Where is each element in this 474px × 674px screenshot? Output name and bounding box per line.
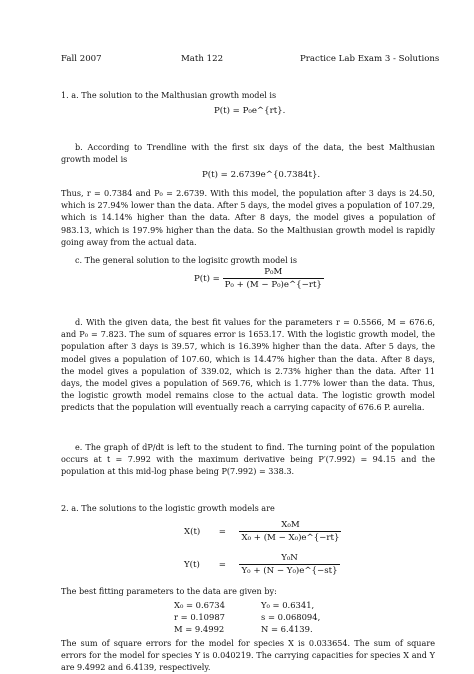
q2-y-denominator: Y₀ + (N − Y₀)e^{−st} [241,566,338,576]
q1c-equation-lhs: P(t) = [194,274,220,284]
parameter-row [174,624,320,636]
parameter-x0: X₀ = 0.6734 [174,600,225,610]
q1c-fraction [223,267,324,290]
q1b-equation: P(t) = 2.6739e^{0.7384t}. [202,170,321,180]
q1c-equation [194,267,324,290]
q1a-equation: P(t) = P₀e^{rt}. [214,106,286,116]
q1b-text: b. According to Trendline with the first six days of the data, the best Malthusian growth model is [61,142,435,165]
q1c-text: c. The general solution to the logisitc growth model is [75,255,297,265]
parameter-row [174,612,320,624]
parameter-s: s = 0.068094, [260,612,321,622]
parameter-n: N = 6.4139. [260,624,313,634]
q1e-text: e. The graph of dP/dt is left to the student to find. The turning point of the population occurs at t = 7.992 with the maximum derivative being P′(7.992) = 94.15 and the population at this mid-log phase being P(7.992) = 338.3. [61,442,435,477]
header-title: Practice Lab Exam 3 - Solutions [300,54,440,64]
q2-x-numerator: X₀M [239,520,341,532]
q2-equation-y [184,553,340,576]
q2-y-equals: = [218,560,226,570]
q1a-text: 1. a. The solution to the Malthusian growth model is [61,90,277,100]
q1b-analysis: Thus, r = 0.7384 and P₀ = 2.6739. With this model, the population after 3 days is 24.50, which is 27.94% lower than the data. After 5 days, the model gives a population of 107.29, which is 14.14% higher than the data. After 8 days, the model gives a population of 983.13, which is 197.9% higher than the data. So the Malthusian growth model is rapidly going away from the actual data. [61,188,435,247]
q2-y-numerator: Y₀N [239,553,339,565]
q2-y-fraction [239,553,339,576]
header-course: Math 122 [181,54,224,64]
q2-fit-text: The best fitting parameters to the data are given by: [61,586,277,596]
q1c-denominator: P₀ + (M − P₀)e^{−rt} [224,280,322,290]
q2-final-text: The sum of square errors for the model for species X is 0.033654. The sum of square errors for the model for species Y is 0.040219. The carrying capacities for species X and Y are 9.4992 and 6.4139, respectively. [61,638,435,673]
parameter-y0: Y₀ = 0.6341, [260,600,315,610]
q2-x-fraction [239,520,341,543]
q2-x-lhs: X(t) [184,527,201,537]
parameter-row [174,600,320,612]
header-term: Fall 2007 [61,54,102,64]
q2-x-denominator: X₀ + (M − X₀)e^{−rt} [241,533,340,543]
q2a-text: 2. a. The solutions to the logistic growth models are [61,503,275,513]
parameter-m: M = 9.4992 [174,624,225,634]
q1c-numerator: P₀M [223,267,324,279]
parameters-table [174,600,320,636]
parameter-r: r = 0.10987 [174,612,225,622]
q2-x-equals: = [218,527,226,537]
q2-equation-x [184,520,341,543]
q2-y-lhs: Y(t) [184,560,200,570]
q1d-text: d. With the given data, the best fit values for the parameters r = 0.5566, M = 676.6, and P₀ = 7.823. The sum of squares error is 1653.17. With the logistic growth model, the population after 3 days is 39.57, which is 16.39% higher than the data. After 5 days, the model gives a population of 107.60, which is 14.47% higher than the data. After 8 days, the model gives a population of 339.02, which is 2.73% higher than the data. After 11 days, the model gives a population of 569.76, which is 1.77% lower than the data. Thus, the logistic growth model remains close to the actual data. The logistic growth model predicts that the population will eventually reach a carrying capacity of 676.6 P. aurelia. [61,317,435,413]
